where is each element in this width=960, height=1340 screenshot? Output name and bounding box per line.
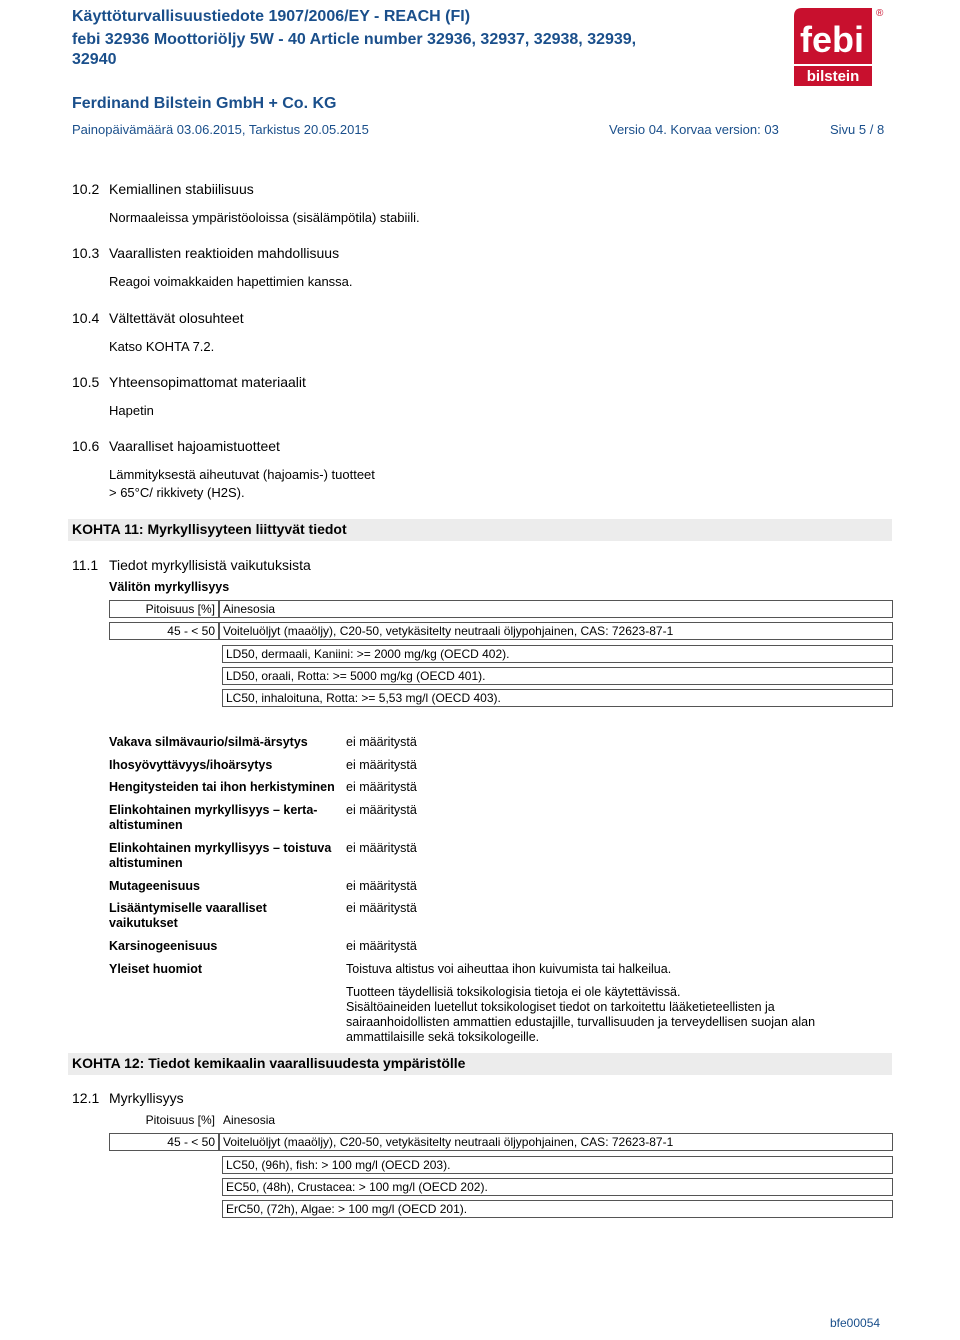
property-label: Elinkohtainen myrkyllisyys – toistuva [109,841,332,855]
version-info: Versio 04. Korvaa version: 03 [609,122,779,137]
table-header-concentration: Pitoisuus [%] [109,600,219,618]
property-value: ei määritystä [346,939,417,953]
acute-toxicity-heading: Välitön myrkyllisyys [109,580,230,594]
table-cell-substance: Voiteluöljyt (maaöljy), C20-50, vetykäsitelty neutraali öljypohjainen, CAS: 72623-87-1 [219,622,893,640]
tox-note: ammattilaisille sekä toksikologeille. [346,1030,540,1044]
ecotox-row: EC50, (48h), Crustacea: > 100 mg/l (OECD 202). [222,1178,893,1196]
document-code: bfe00054 [830,1316,881,1330]
property-value: ei määritystä [346,901,417,915]
subsection-text: Hapetin [109,403,154,418]
toxicity-row: LD50, dermaali, Kaniini: >= 2000 mg/kg (OECD 402). [222,645,893,663]
subsection-11-1-title: Tiedot myrkyllisistä vaikutuksista [109,557,311,573]
property-label: Mutageenisuus [109,879,200,893]
section-11-heading: KOHTA 11: Myrkyllisyyteen liittyvät tiedot [68,519,892,541]
property-label: Lisääntymiselle vaaralliset [109,901,267,915]
property-label: Karsinogeenisuus [109,939,218,953]
subsection-number: 10.5 [72,374,100,390]
subsection-number: 10.3 [72,245,100,261]
property-label: Yleiset huomiot [109,962,203,976]
section-12-heading: KOHTA 12: Tiedot kemikaalin vaarallisuudesta ympäristölle [68,1053,892,1075]
table-cell-concentration: 45 - < 50 [109,1133,219,1151]
table-header-concentration: Pitoisuus [%] [109,1111,219,1129]
table-header-substance: Ainesosia [219,600,893,618]
page-number: Sivu 5 / 8 [830,122,885,137]
product-title: febi 32936 Moottoriöljy 5W - 40 Article number 32936, 32937, 32938, 32939, [72,31,637,48]
svg-text:febi: febi [799,19,865,60]
tox-note: Sisältöaineiden luetellut toksikologiset tiedot on tarkoitettu lääketieteellisten ja [346,1000,775,1014]
property-value: ei määritystä [346,735,417,749]
ecotox-row: ErC50, (72h), Algae: > 100 mg/l (OECD 201). [222,1200,893,1218]
property-value: Toistuva altistus voi aiheuttaa ihon kuivumista tai halkeilua. [346,962,672,976]
company-name: Ferdinand Bilstein GmbH + Co. KG [72,95,337,112]
subsection-number: 10.6 [72,438,100,454]
subsection-number: 10.4 [72,310,100,326]
subsection-text: Lämmityksestä aiheutuvat (hajoamis-) tuotteet [109,467,375,482]
febi-bilstein-logo [788,4,888,90]
property-label: vaikutukset [109,916,178,930]
print-date: Painopäivämäärä 03.06.2015, Tarkistus 20.05.2015 [72,122,369,137]
toxicity-row: LC50, inhaloituna, Rotta: >= 5,53 mg/l (OECD 403). [222,689,893,707]
ecotox-row: LC50, (96h), fish: > 100 mg/l (OECD 203). [222,1156,893,1174]
subsection-text: > 65°C/ rikkivety (H2S). [109,485,245,500]
table-header-substance: Ainesosia [219,1111,893,1129]
table-cell-concentration: 45 - < 50 [109,622,219,640]
subsection-title: Kemiallinen stabiilisuus [109,181,254,197]
subsection-text: Katso KOHTA 7.2. [109,339,215,354]
subsection-text: Normaaleissa ympäristöoloissa (sisälämpötila) stabiili. [109,210,420,225]
property-label: Elinkohtainen myrkyllisyys – kerta- [109,803,318,817]
property-value: ei määritystä [346,803,417,817]
property-value: ei määritystä [346,780,417,794]
subsection-12-1-title: Myrkyllisyys [109,1090,184,1106]
property-label: Vakava silmävaurio/silmä-ärsytys [109,735,308,749]
property-value: ei määritystä [346,879,417,893]
table-cell-substance: Voiteluöljyt (maaöljy), C20-50, vetykäsitelty neutraali öljypohjainen, CAS: 72623-87-1 [219,1133,893,1151]
subsection-12-1-number: 12.1 [72,1090,100,1106]
subsection-title: Yhteensopimattomat materiaalit [109,374,306,390]
subsection-title: Vaarallisten reaktioiden mahdollisuus [109,245,340,261]
property-value: ei määritystä [346,758,417,772]
property-value: ei määritystä [346,841,417,855]
subsection-number: 10.2 [72,181,100,197]
subsection-text: Reagoi voimakkaiden hapettimien kanssa. [109,274,353,289]
property-label: Hengitysteiden tai ihon herkistyminen [109,780,335,794]
subsection-title: Vältettävät olosuhteet [109,310,244,326]
svg-text:®: ® [876,8,884,19]
tox-note: sairaanhoidollisten ammattien edustajille, turvallisuuden ja terveydellisen suojan alan [346,1015,816,1029]
property-label: altistuminen [109,818,183,832]
property-label: Ihosyövyttävyys/ihoärsytys [109,758,273,772]
toxicity-row: LD50, oraali, Rotta: >= 5000 mg/kg (OECD 401). [222,667,893,685]
subsection-title: Vaaralliset hajoamistuotteet [109,438,280,454]
svg-text:bilstein: bilstein [806,68,860,85]
property-label: altistuminen [109,856,183,870]
tox-note: Tuotteen täydellisiä toksikologisia tietoja ei ole käytettävissä. [346,985,681,999]
subsection-11-1-number: 11.1 [72,557,99,573]
product-title-continued: 32940 [72,51,117,68]
document-title: Käyttöturvallisuustiedote 1907/2006/EY - REACH (FI) [72,8,471,25]
